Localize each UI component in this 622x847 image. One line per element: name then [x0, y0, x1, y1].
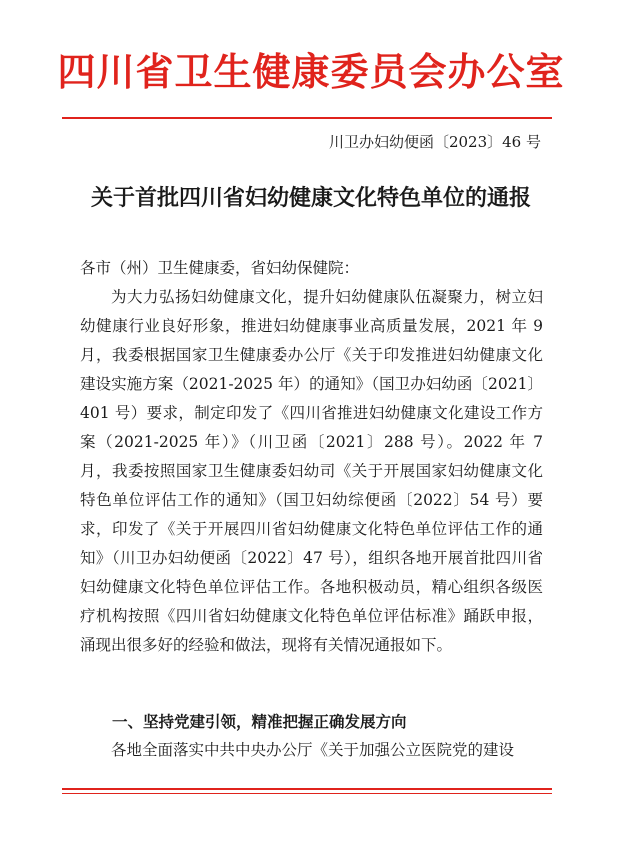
header-red-rule	[62, 117, 552, 119]
footer-red-rule-thick	[62, 788, 552, 790]
issuing-office-header: 四川省卫生健康委员会办公室	[57, 49, 565, 94]
salutation: 各市（州）卫生健康委，省妇幼保健院：	[80, 259, 360, 277]
section-heading-1: 一、坚持党建引领，精准把握正确发展方向	[112, 712, 407, 731]
document-number: 川卫办妇幼便函〔2023〕46 号	[328, 133, 541, 151]
body-paragraph-intro: 为大力弘扬妇幼健康文化，提升妇幼健康队伍凝聚力，树立妇幼健康行业良好形象，推进妇幼健康事业高质量发展，2021 年 9 月，我委根据国家卫生健康委办公厅《关于印发推进妇幼健康文化建设实施方案（2021-2025 年）的通知》（国卫办妇幼函〔2021〕401 号）要求，制定印发了《四川省推进妇幼健康文化建设工作方案（2021-2025 年）》（川卫函〔2021〕288 号）。2022 年 7 月，我委按照国家卫生健康委妇幼司《关于开展国家妇幼健康文化特色单位评估工作的通知》（国卫妇幼综便函〔2022〕54 号）要求，印发了《关于开展四川省妇幼健康文化特色单位评估工作的通知》（川卫办妇幼便函〔2022〕47 号），组织各地开展首批四川省妇幼健康文化特色单位评估工作。各地积极动员，精心组织各级医疗机构按照《四川省妇幼健康文化特色单位评估标准》踊跃申报，涌现出很多好的经验和做法，现将有关情况通报如下。	[80, 288, 543, 654]
body-paragraph-section-1: 各地全面落实中共中央办公厅《关于加强公立医院党的建设	[111, 741, 515, 759]
document-title: 关于首批四川省妇幼健康文化特色单位的通报	[90, 185, 531, 211]
footer-red-rule-thin	[62, 793, 552, 794]
